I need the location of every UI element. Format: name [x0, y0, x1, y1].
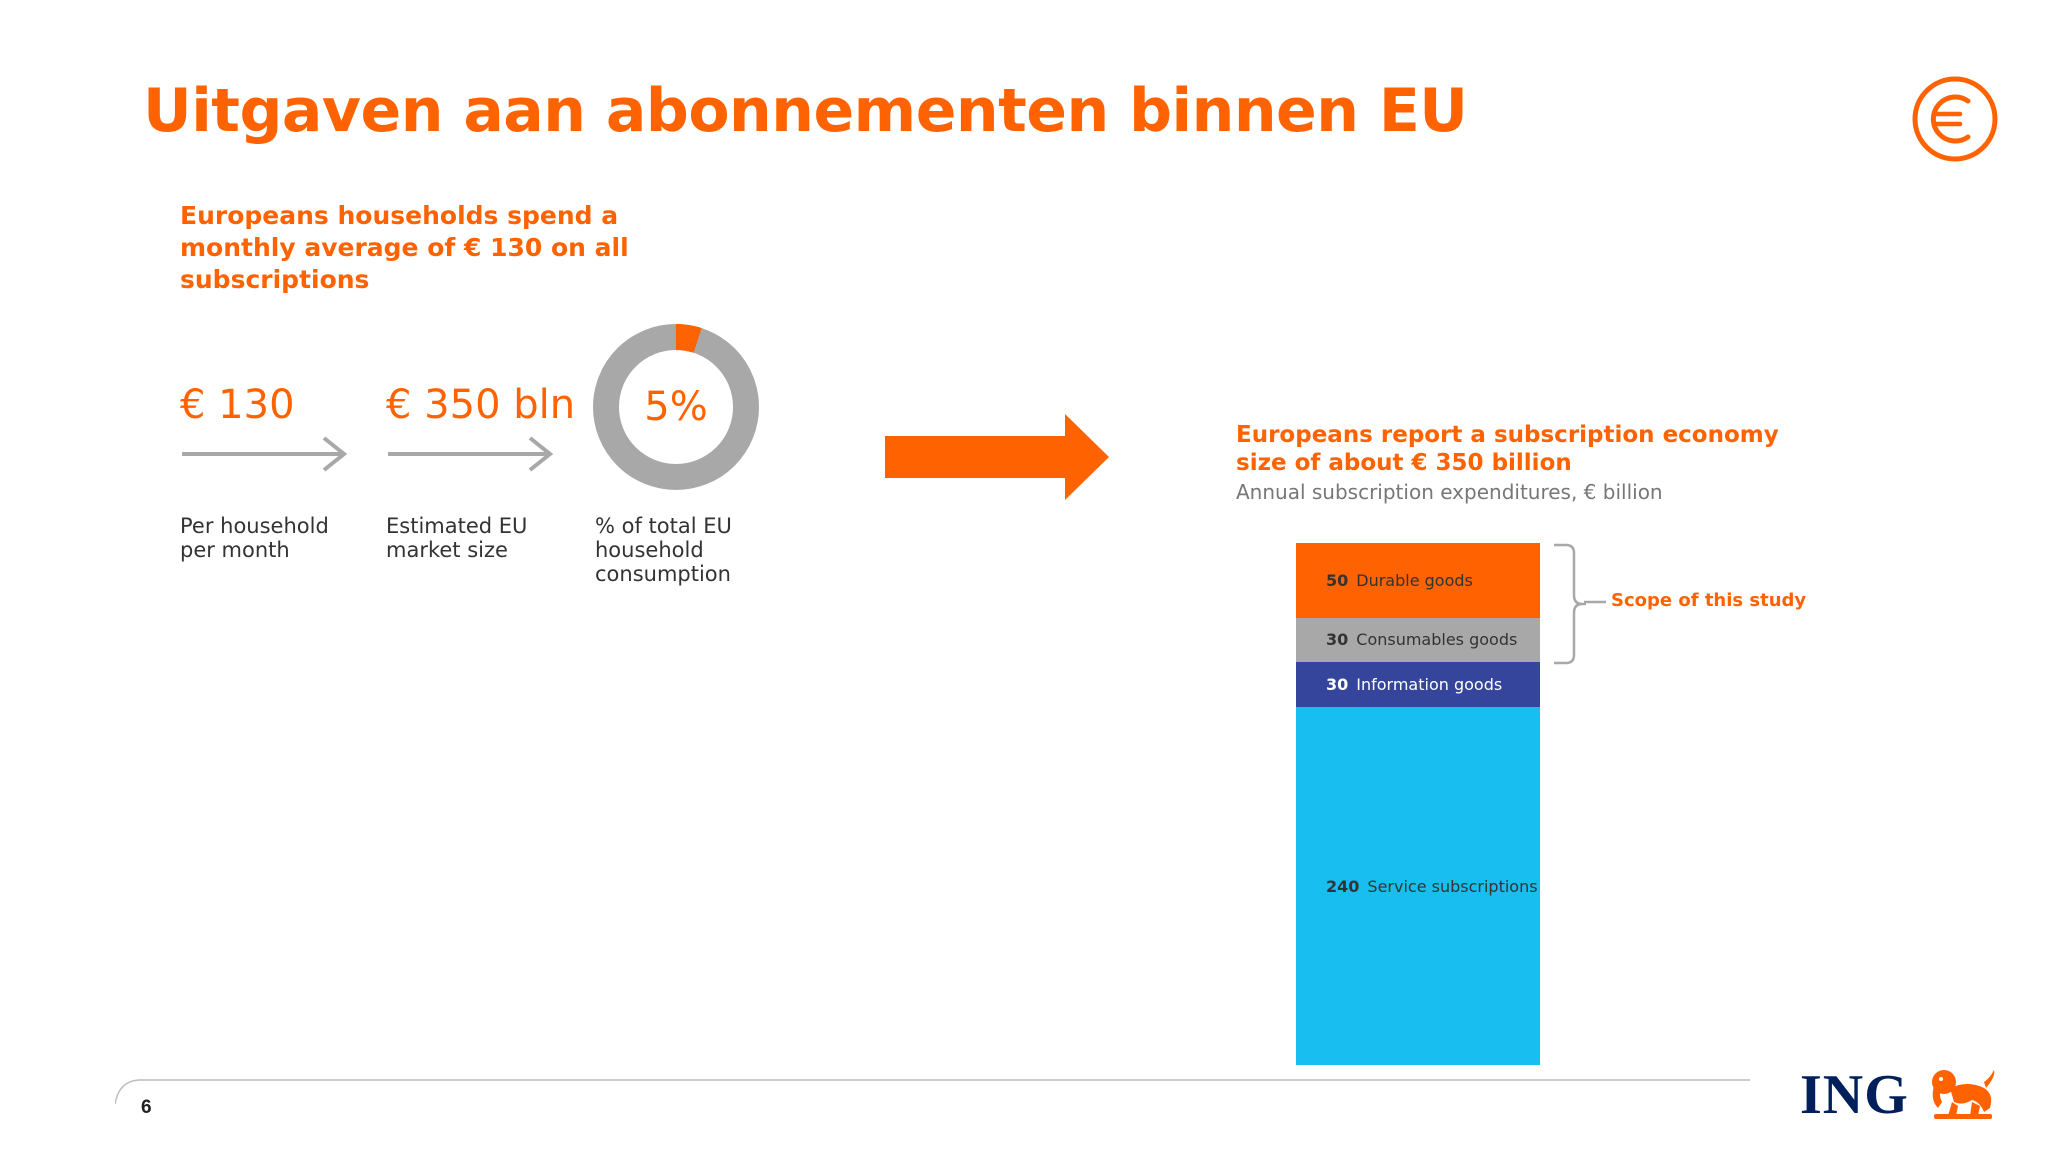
stat-label-line: % of total EU: [595, 514, 732, 538]
stacked-bar-chart: [1296, 543, 1540, 1065]
stat-value-market-size: € 350 bln: [386, 382, 576, 428]
bar-segment-value: 50: [1326, 570, 1349, 590]
bar-segment-label: Information goods: [1356, 675, 1503, 695]
bar-segment-service-subscriptions: [1296, 707, 1540, 1065]
scope-bracket: [1552, 543, 1586, 665]
stat-label-line: household: [595, 538, 704, 562]
scope-label: Scope of this study: [1611, 590, 1807, 611]
bar-segment-value: 30: [1326, 630, 1349, 650]
bar-segment-label: Durable goods: [1356, 570, 1473, 590]
bar-segment-information-goods: [1296, 662, 1540, 707]
bar-segment-label: Consumables goods: [1356, 630, 1518, 650]
page-title: Uitgaven aan abonnementen binnen EU: [143, 76, 1468, 146]
stat-value-consumption-share: 5%: [644, 384, 708, 430]
chart-headline: Europeans report a subscription economy size of about € 350 billion: [1236, 422, 1779, 476]
stat-value-per-household: € 130: [180, 382, 295, 428]
stat-label-consumption-share: [595, 514, 732, 586]
stat-label-line: Estimated EU: [386, 514, 528, 538]
arrow-right-icon: [386, 436, 556, 472]
chart-subtitle: Annual subscription expenditures, € billion: [1236, 480, 1663, 504]
page-number: 6: [141, 1097, 152, 1118]
stat-label-per-household: [180, 514, 329, 562]
bar-segment-label: Service subscriptions: [1367, 876, 1538, 896]
left-headline: Europeans households spend a monthly average of € 130 on all subscriptions: [180, 201, 629, 294]
scope-connector: [1584, 600, 1606, 604]
bar-segment-durable-goods: [1296, 543, 1540, 618]
stat-label-line: per month: [180, 538, 290, 562]
bar-segment-value: 240: [1326, 876, 1360, 896]
euro-circle-icon: [1910, 74, 2000, 164]
stat-label-line: consumption: [595, 562, 731, 586]
big-arrow-right-icon: [885, 414, 1109, 500]
bar-segment-value: 30: [1326, 675, 1349, 695]
footer-divider: [115, 1078, 1750, 1104]
stat-label-line: market size: [386, 538, 508, 562]
bar-segment-consumables-goods: [1296, 618, 1540, 663]
stat-label-market-size: [386, 514, 527, 562]
lion-icon: [1928, 1066, 1998, 1120]
ing-logo[interactable]: ING: [1800, 1064, 1909, 1126]
stat-label-line: Per household: [180, 514, 329, 538]
arrow-right-icon: [180, 436, 350, 472]
